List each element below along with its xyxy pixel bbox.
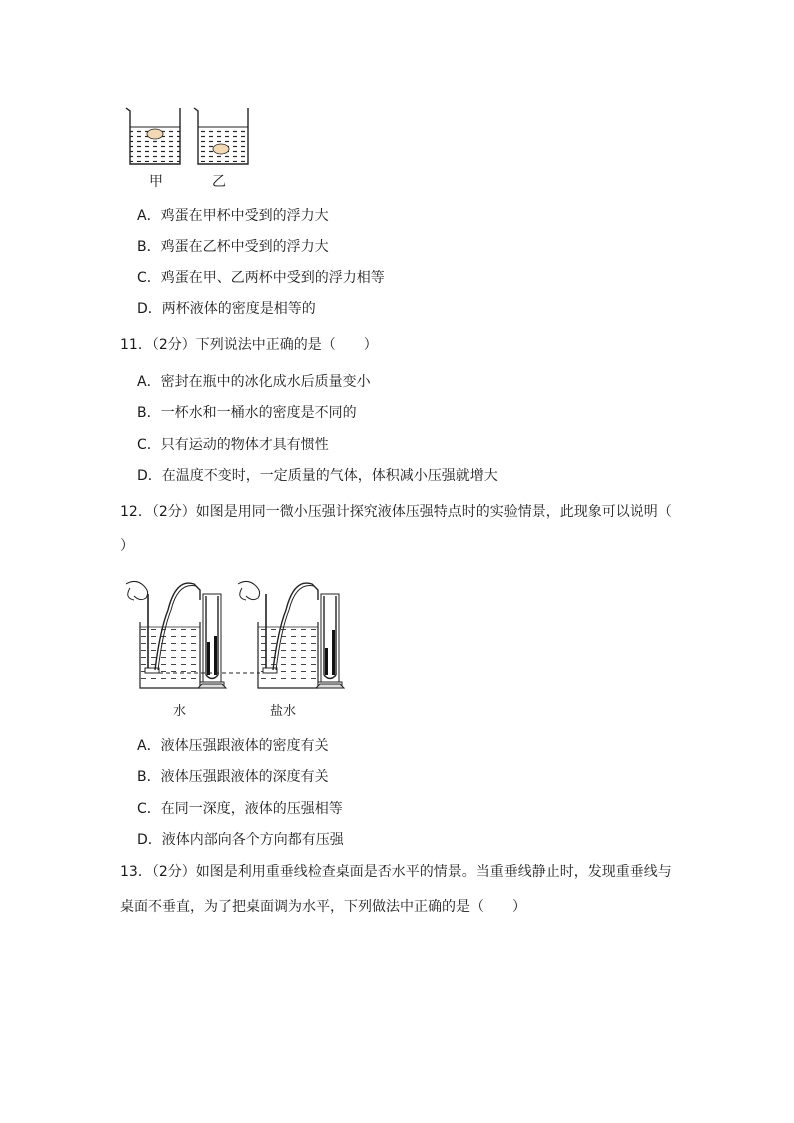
beaker-egg-figure bbox=[120, 104, 260, 194]
setup-water bbox=[126, 581, 226, 688]
q11-option-a: A．密封在瓶中的冰化成水后质量变小 bbox=[137, 374, 371, 390]
q12-option-d: D．液体内部向各个方向都有压强 bbox=[137, 832, 344, 848]
q10-option-c: C．鸡蛋在甲、乙两杯中受到的浮力相等 bbox=[137, 270, 385, 286]
figure2-label-saltwater: 盐水 bbox=[270, 704, 297, 719]
q13-stem-line1: 13．（2分）如图是利用重垂线检查桌面是否水平的情景。当重垂线静止时，发现重垂线与 bbox=[120, 864, 672, 880]
pressure-gauge-figure bbox=[120, 570, 350, 695]
beaker-a bbox=[126, 108, 180, 164]
beaker-b bbox=[194, 108, 248, 164]
q12-stem-line1: 12．（2分）如图是用同一微小压强计探究液体压强特点时的实验情景，此现象可以说明（ bbox=[120, 504, 672, 520]
egg-a bbox=[147, 129, 163, 139]
q11-option-d: D．在温度不变时，一定质量的气体，体积减小压强就增大 bbox=[137, 468, 498, 484]
q12-option-a: A．液体压强跟液体的密度有关 bbox=[137, 738, 329, 754]
q12-option-c: C．在同一深度，液体的压强相等 bbox=[137, 801, 343, 817]
q11-stem: 11．（2分）下列说法中正确的是（ ） bbox=[120, 337, 378, 353]
q13-stem-line2: 桌面不垂直，为了把桌面调为水平，下列做法中正确的是（ ） bbox=[120, 899, 526, 915]
setup-saltwater bbox=[238, 581, 344, 688]
q12-option-b: B．液体压强跟液体的深度有关 bbox=[137, 769, 329, 785]
q11-option-b: B．一杯水和一桶水的密度是不同的 bbox=[137, 405, 357, 421]
q11-option-c: C．只有运动的物体才具有惯性 bbox=[137, 437, 329, 453]
q10-option-b: B．鸡蛋在乙杯中受到的浮力大 bbox=[137, 239, 329, 255]
egg-b bbox=[213, 144, 229, 154]
q10-option-a: A．鸡蛋在甲杯中受到的浮力大 bbox=[137, 208, 329, 224]
q12-stem-line2: ） bbox=[120, 538, 134, 554]
figure1-label-b: 乙 bbox=[212, 174, 226, 190]
figure2-label-water: 水 bbox=[173, 704, 187, 719]
q10-option-d: D．两杯液体的密度是相等的 bbox=[137, 301, 316, 317]
figure1-label-a: 甲 bbox=[149, 174, 163, 190]
